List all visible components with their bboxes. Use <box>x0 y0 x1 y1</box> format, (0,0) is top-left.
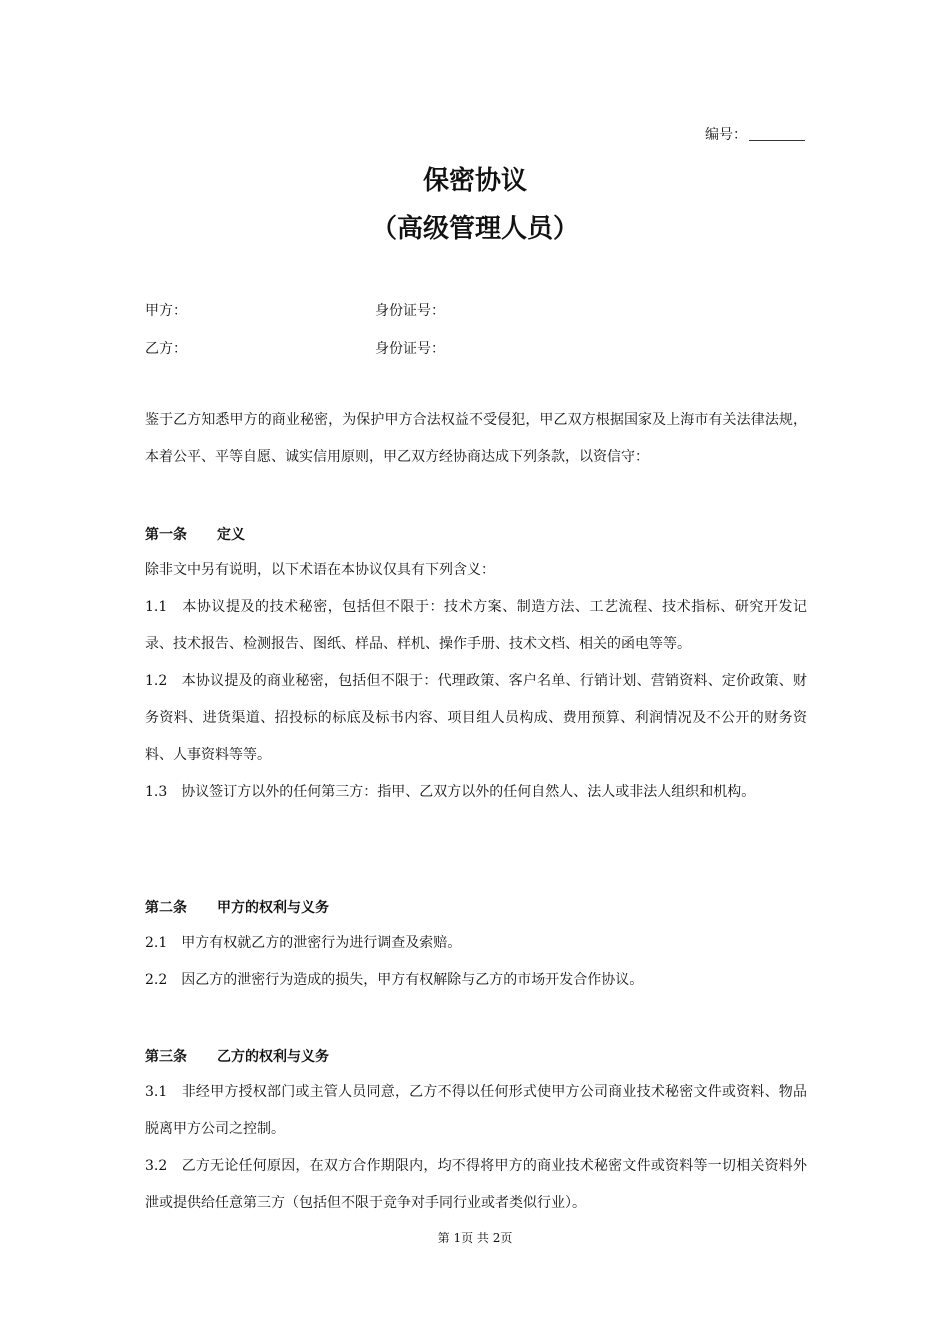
page-footer: 第 1页 共 2页 <box>437 1231 513 1245</box>
clause-1-1: 1.1 本协议提及的技术秘密，包括但不限于：技术方案、制造方法、工艺流程、技术指标、研究开发记录、技术报告、检测报告、图纸、样品、样机、操作手册、技术文档、相关的函电等等。 <box>145 599 807 652</box>
clause-3-1: 3.1 非经甲方授权部门或主管人员同意，乙方不得以任何形式使甲方公司商业技术秘密文件或资料、物品脱离甲方公司之控制。 <box>145 1084 807 1137</box>
article-3-title: 乙方的权利与义务 <box>217 1049 329 1065</box>
article-3-heading <box>145 1046 329 1066</box>
document-subtitle: （高级管理人员） <box>370 214 579 244</box>
clause-2-2: 2.2 因乙方的泄密行为造成的损失，甲方有权解除与乙方的市场开发合作协议。 <box>145 972 644 988</box>
party-a-label: 甲方： <box>145 303 187 319</box>
party-b-label: 乙方： <box>145 341 187 357</box>
party-a-id-label: 身份证号： <box>375 303 445 319</box>
document-number <box>705 124 805 144</box>
article-2-title: 甲方的权利与义务 <box>217 900 329 916</box>
clause-3-2: 3.2 乙方无论任何原因，在双方合作期限内，均不得将甲方的商业技术秘密文件或资料等一切相关资料外泄或提供给任意第三方（包括但不限于竞争对手同行业或者类似行业）。 <box>145 1158 807 1211</box>
document-number-blank <box>749 126 805 141</box>
article-2-number: 第二条 <box>145 900 187 916</box>
clause-1-2: 1.2 本协议提及的商业秘密，包括但不限于：代理政策、客户名单、行销计划、营销资料、定价政策、财务资料、进货渠道、招投标的标底及标书内容、项目组人员构成、费用预算、利润情况及不公开的财务资料、人事资料等等。 <box>145 673 807 763</box>
document-title: 保密协议 <box>422 166 527 196</box>
article-3-body <box>145 1074 807 1222</box>
document-number-label: 编号： <box>705 127 747 143</box>
intro-paragraph: 鉴于乙方知悉甲方的商业秘密，为保护甲方合法权益不受侵犯，甲乙双方根据国家及上海市有关法律法规，本着公平、平等自愿、诚实信用原则，甲乙双方经协商达成下列条款，以资信守： <box>145 412 807 465</box>
party-b-id-label: 身份证号： <box>375 341 445 357</box>
article-1-body <box>145 552 807 811</box>
clause-1-3: 1.3 协议签订方以外的任何第三方：指甲、乙双方以外的任何自然人、法人或非法人组织和机构。 <box>145 784 756 800</box>
article-1-number: 第一条 <box>145 527 187 543</box>
article-1-lead: 除非文中另有说明，以下术语在本协议仅具有下列含义： <box>145 562 495 578</box>
article-1-heading <box>145 524 245 544</box>
article-2-body <box>145 925 807 999</box>
article-3-number: 第三条 <box>145 1049 187 1065</box>
article-1-title: 定义 <box>217 527 245 543</box>
article-2-heading <box>145 897 329 917</box>
clause-2-1: 2.1 甲方有权就乙方的泄密行为进行调查及索赔。 <box>145 935 462 951</box>
